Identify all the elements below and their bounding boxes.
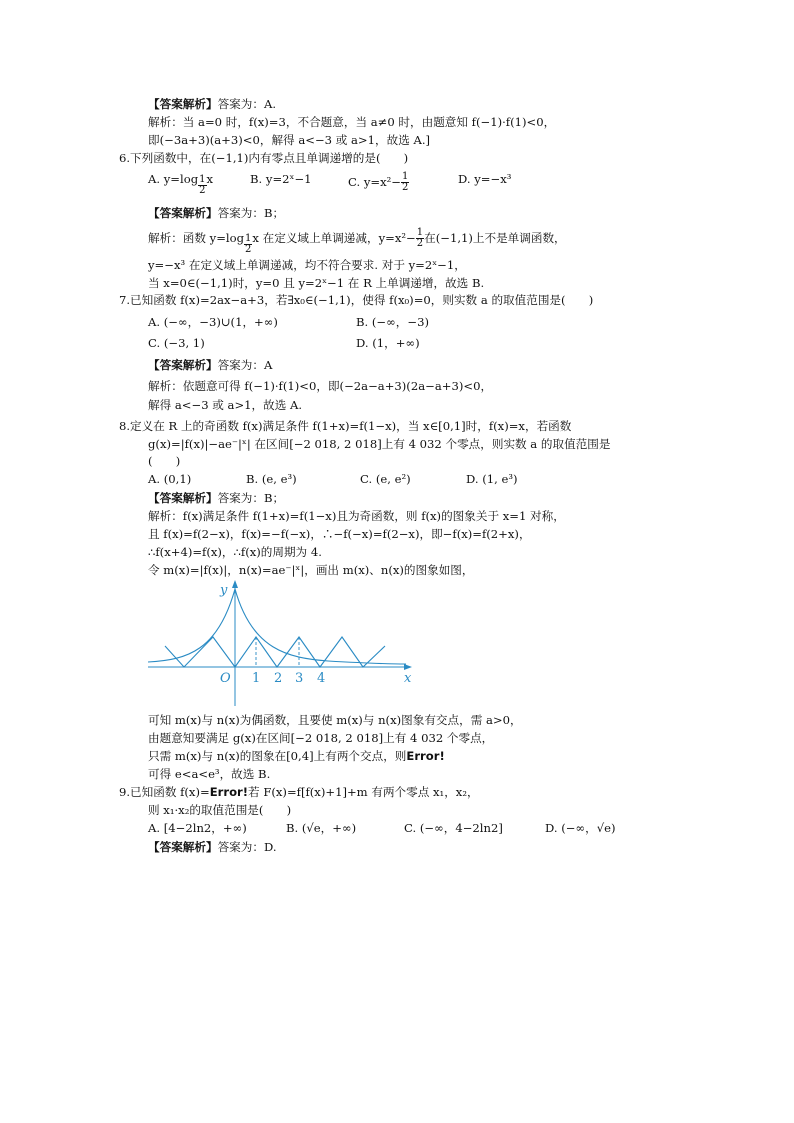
q7-answer-line: [148, 358, 272, 373]
q6-option-a: A. y=log $\frac{1}{2}$ x: [148, 172, 214, 196]
y-axis-label: y: [220, 583, 228, 598]
graph-dashed-guides: [256, 637, 299, 667]
q9-stem-line-1: 9.已知函数 f(x)=Error!若 F(x)=f[f(x)+1]+m 有两个零点 x₁，x₂，: [119, 785, 479, 799]
q6-answer-tag: 【答案解析】: [148, 206, 218, 220]
q7-stem: 7.已知函数 f(x)=2ax−a+3，若∃x₀∈(−1,1)，使得 f(x₀)=0，则实数 a 的取值范围是( ): [119, 293, 594, 307]
q8-error-text: Error!: [406, 749, 445, 763]
q9-stem-line-2: 则 x₁·x₂的取值范围是( ): [148, 803, 292, 817]
q8-stem-line-2: g(x)=|f(x)|−ae⁻|ˣ| 在区间[−2 018, 2 018]上有 4 032 个零点，则实数 a 的取值范围是: [148, 437, 611, 451]
q5-answer-tag: 【答案解析】: [148, 97, 218, 111]
q8-options: [148, 472, 708, 487]
q7-answer-text: 答案为：A: [217, 358, 273, 372]
q8-option-b: B. (e, e³): [246, 472, 297, 486]
q9-answer-line: [148, 840, 277, 855]
tick-label-2: 2: [274, 671, 283, 686]
q6-answer-text: 答案为：B；: [217, 206, 285, 220]
q8-conclusion-line-1: 可知 m(x)与 n(x)为偶函数，且要使 m(x)与 n(x)图象有交点，需 a>0，: [148, 713, 522, 727]
q6-option-d: D. y=−x³: [458, 172, 512, 186]
q5-analysis-line-2: 即(−3a+3)(a+3)<0，解得 a<−3 或 a>1，故选 A.]: [148, 133, 431, 147]
q8-stem-line-3: ( ): [148, 454, 181, 468]
q8-graph: [148, 580, 416, 708]
q8-analysis-line-2: 且 f(x)=f(2−x)，f(x)=−f(−x)，∴−f(−x)=f(2−x)，即−f(x)=f(2+x)，: [148, 527, 531, 541]
origin-label: O: [220, 671, 231, 686]
q6-options: [148, 172, 708, 202]
q7-option-d: D. (1，+∞): [356, 336, 420, 350]
n-curve: [148, 589, 406, 664]
q9-answer-text: 答案为：D.: [217, 840, 277, 854]
x-axis-arrow: [404, 664, 412, 670]
q8-answer-text: 答案为：B；: [217, 491, 285, 505]
q9-error-text: Error!: [209, 785, 249, 799]
q7-option-a: A. (−∞，−3)∪(1，+∞): [148, 315, 278, 329]
q7-options-row-2: [148, 336, 708, 351]
q9-option-c: C. (−∞，4−2ln2]: [404, 821, 503, 835]
q9-answer-tag: 【答案解析】: [148, 840, 218, 854]
q7-analysis-line-2: 解得 a<−3 或 a>1，故选 A.: [148, 398, 303, 412]
q8-conclusion-line-3: 只需 m(x)与 n(x)的图象在[0,4]上有两个交点，则Error!: [148, 749, 445, 763]
q6-analysis-line-3: 当 x=0∈(−1,1)时，y=0 且 y=2ˣ−1 在 R 上单调递增，故选 B.: [148, 276, 485, 290]
q7-answer-tag: 【答案解析】: [148, 358, 218, 372]
y-axis-arrow: [232, 580, 238, 588]
q8-analysis-line-3: ∴f(x+4)=f(x)，∴f(x)的周期为 4.: [148, 545, 322, 559]
q7-option-b: B. (−∞，−3): [356, 315, 429, 329]
q8-answer-tag: 【答案解析】: [148, 491, 218, 505]
q9-option-d: D. (−∞，√e): [545, 821, 616, 835]
x-axis-label: x: [404, 671, 412, 686]
q8-option-a: A. (0,1): [148, 472, 192, 486]
q7-analysis-line-1: 解析：依题意可得 f(−1)·f(1)<0，即(−2a−a+3)(2a−a+3)<0，: [148, 379, 493, 393]
q7-option-c: C. (−3, 1): [148, 336, 205, 350]
q9-option-b: B. (√e，+∞): [286, 821, 357, 835]
q8-option-c: C. (e, e²): [360, 472, 411, 486]
q6-answer-line: [148, 206, 284, 221]
q5-analysis-line-1: 解析：当 a=0 时，f(x)=3，不合题意，当 a≠0 时，由题意知 f(−1)·f(1)<0，: [148, 115, 556, 129]
q8-conclusion-line-4: 可得 e<a<e³，故选 B.: [148, 767, 271, 781]
tick-label-4: 4: [317, 671, 326, 686]
q8-analysis-line-4: 令 m(x)=|f(x)|，n(x)=ae⁻|ˣ|，画出 m(x)、n(x)的图象如图，: [148, 563, 474, 577]
q5-answer-line: [148, 97, 276, 112]
q8-answer-line: [148, 491, 284, 506]
tick-label-3: 3: [295, 671, 304, 686]
q8-stem-line-1: 8.定义在 R 上的奇函数 f(x)满足条件 f(1+x)=f(1−x)，当 x∈[0,1]时，f(x)=x，若函数: [119, 419, 572, 433]
tick-label-1: 1: [252, 671, 261, 686]
q6-analysis-line-1: 解析：函数 y=log $\frac{1}{2}$ x 在定义域上单调递减，y=x²− $\frac{1}{2}$ 在(−1,1)上不是单调函数，: [148, 227, 566, 255]
q8-analysis-line-1: 解析：f(x)满足条件 f(1+x)=f(1−x)且为奇函数，则 f(x)的图象关于 x=1 对称，: [148, 509, 565, 523]
q9-options: [148, 821, 708, 836]
q6-analysis-line-2: y=−x³ 在定义域上单调递减，均不符合要求. 对于 y=2ˣ−1，: [148, 258, 466, 272]
q6-stem: 6.下列函数中，在(−1,1)内有零点且单调递增的是( ): [119, 151, 409, 165]
q7-options-row-1: [148, 315, 708, 330]
q6-option-b: B. y=2ˣ−1: [250, 172, 312, 186]
q5-answer-text: 答案为：A.: [217, 97, 277, 111]
q9-option-a: A. [4−2ln2，+∞): [148, 821, 247, 835]
q8-option-d: D. (1, e³): [466, 472, 518, 486]
q8-conclusion-line-2: 由题意知要满足 g(x)在区间[−2 018, 2 018]上有 4 032 个零点，: [148, 731, 494, 745]
q6-option-c: C. y=x²− $\frac{1}{2}$: [348, 171, 409, 193]
graph-axes: [148, 584, 406, 706]
